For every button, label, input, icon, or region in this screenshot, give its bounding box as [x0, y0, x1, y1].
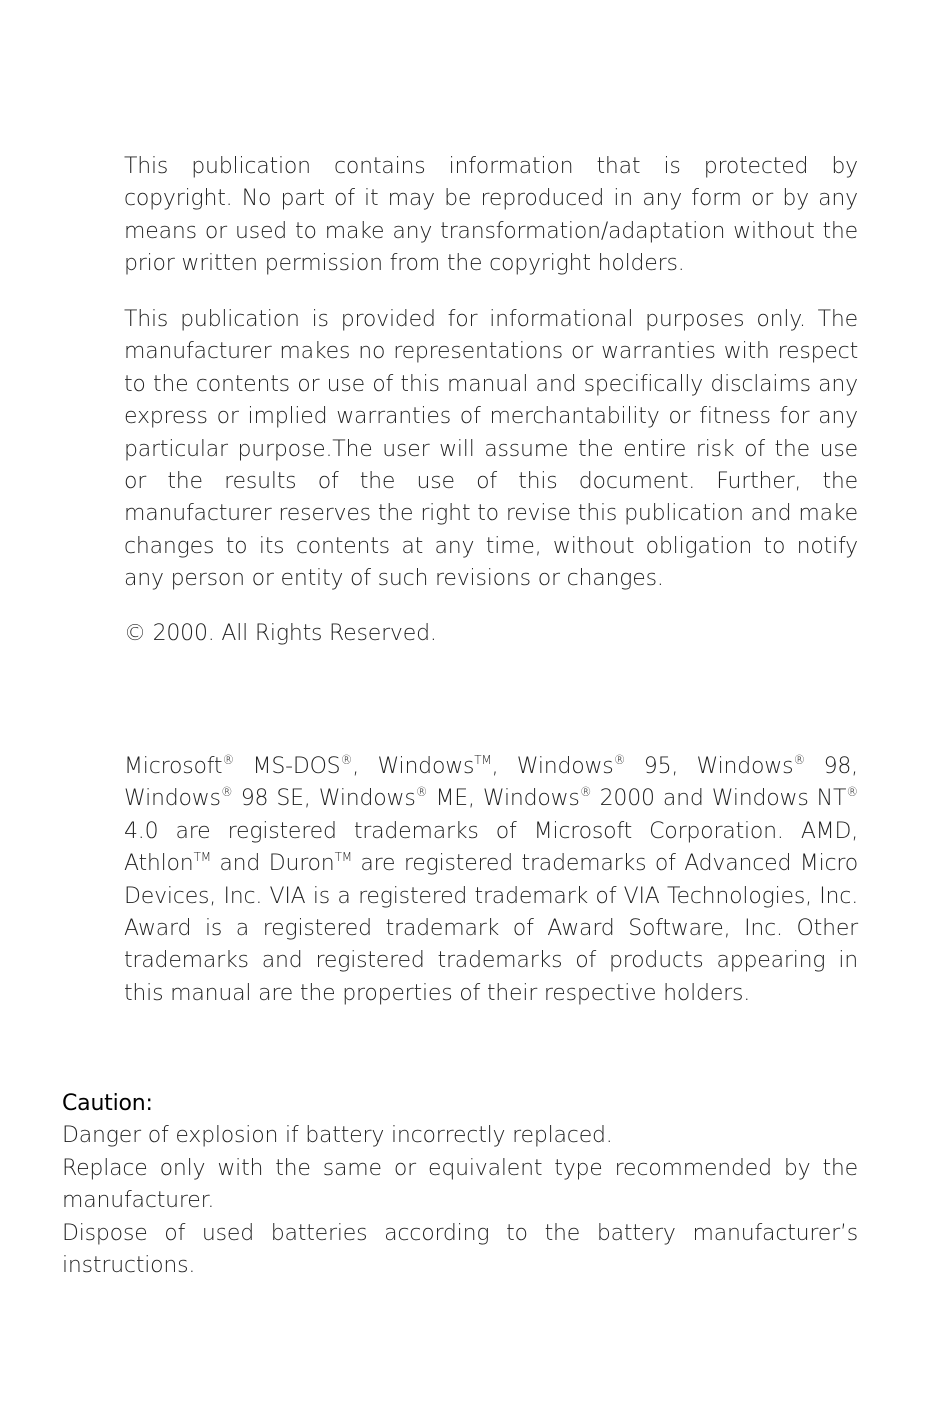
caution-line-dispose: Dispose of used batteries according to the battery manufacturer’s instructions.	[62, 1220, 858, 1279]
trademark-text-nt: 4.0 are registered trademarks of Microsoft Corporation. AMD, Athlon	[124, 818, 858, 877]
trademark-text-windows: , Windows	[352, 754, 475, 779]
registered-mark: ®	[613, 753, 626, 767]
caution-section	[62, 1088, 858, 1282]
trademark-text-windows-95: , Windows	[491, 754, 614, 779]
trademark-text-95: 95, Windows	[625, 754, 794, 779]
registered-mark: ®	[222, 753, 235, 767]
trademark-mark: TM	[474, 753, 492, 767]
trademark-mark: TM	[193, 850, 211, 865]
trademark-mark: TM	[334, 850, 352, 865]
caution-title: Caution:	[62, 1091, 153, 1116]
trademark-text-microsoft: Microsoft	[124, 754, 223, 779]
trademark-text-athlon: and Duron	[210, 851, 335, 877]
caution-line-replace: Replace only with the same or equivalent type recommended by the manufacturer.	[62, 1155, 858, 1214]
registered-mark: ®	[579, 785, 592, 800]
trademark-text-98: 98, Windows	[124, 754, 858, 812]
registered-mark: ®	[793, 753, 806, 767]
all-rights-reserved-line: © 2000. All Rights Reserved.	[124, 621, 437, 646]
caution-line-explosion: Danger of explosion if battery incorrectly replaced.	[62, 1123, 613, 1149]
trademark-text-duron: are registered trademarks of Advanced Micro Devices, Inc. VIA is a registered trademark of VIA Technologies, Inc. Award is a registered trademark of Award Software, Inc. Other trademarks and registered trademarks of products appearing in this manual are the properties of their respective holders.	[124, 851, 858, 1006]
trademark-text-2000: 2000 and Windows NT	[591, 786, 847, 812]
registered-mark: ®	[846, 785, 858, 800]
disclaimer-paragraph: This publication is provided for informational purposes only. The manufacturer makes no representations or warranties with respect to the contents or use of this manual and specifically disclaims any express or implied warranties of merchantability or fitness for any particular purpose.The user will assume the entire risk of the use or the results of the use of this document. Further, the manufacturer reserves the right to revise this publication and make changes to its contents at any time, without obligation to notify any person or entity of such revisions or changes.	[124, 307, 858, 592]
trademark-text-me: ME, Windows	[427, 786, 580, 812]
copyright-paragraph: This publication contains information that is protected by copyright. No part of it may be reproduced in any form or by any means or used to make any transformation/adaptation without the prior written permission from the copyright holders.	[124, 154, 858, 277]
trademark-text-msdos: MS-DOS	[234, 754, 341, 779]
trademark-paragraph	[124, 751, 858, 1010]
registered-mark: ®	[220, 785, 233, 800]
registered-mark: ®	[415, 785, 428, 800]
registered-mark: ®	[340, 753, 353, 767]
trademark-text-98se: 98 SE, Windows	[232, 786, 416, 812]
